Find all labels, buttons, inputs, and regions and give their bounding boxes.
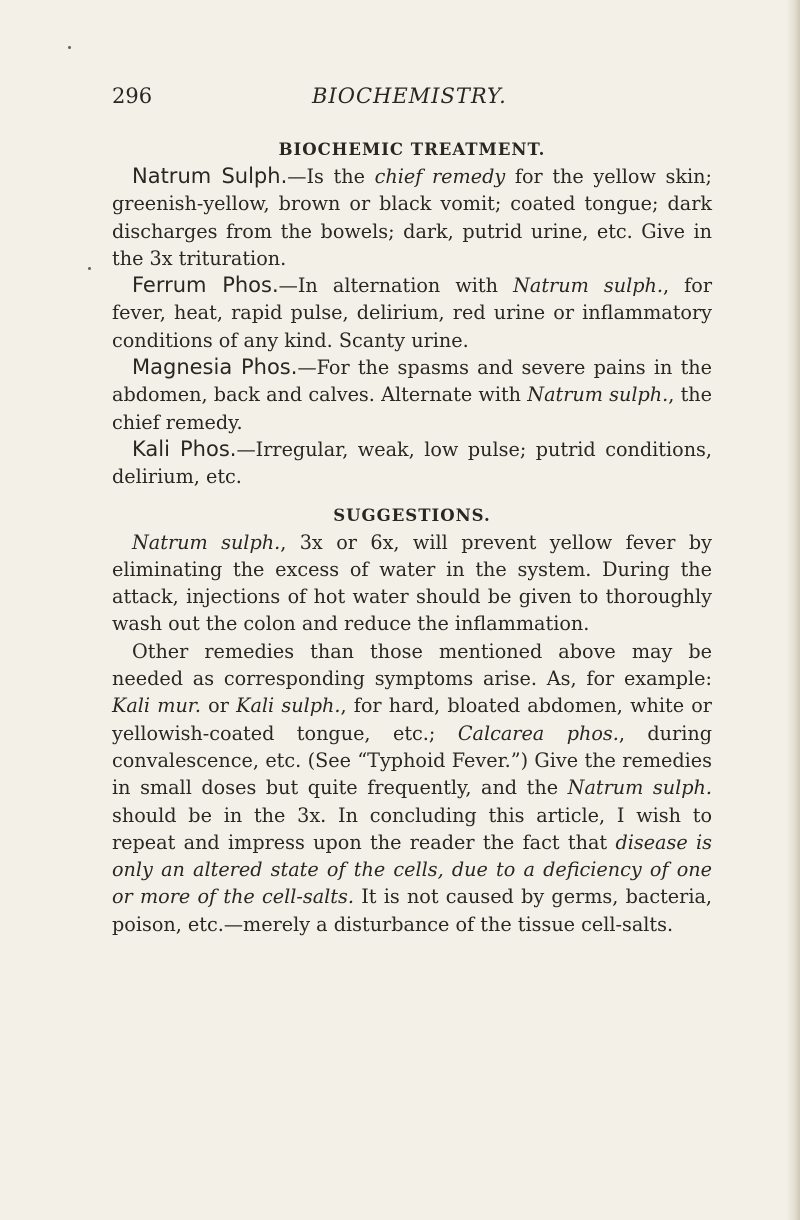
italic-text: Kali mur.: [112, 694, 201, 718]
running-title: BIOCHEMISTRY.: [312, 84, 507, 108]
body-text: , for fever, heat, rapid pulse, delirium, red urine or inflammatory conditions of any kind. Scanty urine.: [112, 274, 712, 352]
body-text: , during convalescence, etc. (See “Typhoid Fever.”) Give the remedies in small doses but quite frequently, and the: [112, 721, 712, 800]
remedy-entry: [112, 354, 712, 436]
body-text: Other remedies than those mentioned above may be needed as corresponding symptoms arise. As, for example:: [112, 639, 712, 691]
body-text: , for hard, bloated abdomen, white or yellowish-coated tongue, etc.;: [112, 694, 712, 745]
body-text: , the chief remedy.: [112, 383, 712, 434]
italic-text: Natrum sulph.: [513, 274, 663, 298]
remedy-entry: [112, 163, 712, 272]
page-header: [112, 84, 712, 114]
remedy-name: Magnesia Phos.: [132, 355, 298, 380]
italic-text: Natrum sulph.: [132, 530, 281, 554]
remedy-name: Ferrum Phos.: [132, 273, 279, 298]
body-text: —In alternation with: [278, 274, 514, 298]
italic-text: Natrum sulph.: [567, 776, 712, 800]
suggestion-paragraph: [112, 638, 712, 938]
body-text: or: [200, 694, 237, 718]
print-speck: [88, 267, 91, 270]
page-number: 296: [112, 84, 153, 108]
body-text: —Is the: [287, 165, 375, 188]
suggestion-paragraph: [112, 529, 712, 638]
page-body: [112, 136, 712, 938]
remedy-list: [112, 163, 712, 491]
body-text: —Irregular, weak, low pulse; putrid conditions, delirium, etc.: [112, 437, 712, 489]
suggestions-text: [112, 529, 712, 938]
body-text: —For the spasms and severe pains in the abdomen, back and calves. Alternate with: [112, 356, 713, 407]
italic-text: chief remedy: [374, 165, 506, 188]
remedy-name: Kali Phos.: [132, 436, 237, 461]
section-heading: SUGGESTIONS.: [333, 505, 491, 525]
print-speck: [68, 46, 71, 49]
body-text: should be in the 3x. In concluding this article, I wish to repeat and impress upon the reader the fact that: [112, 803, 712, 854]
italic-text: disease is only an altered state of the cells, due to a deficiency of one or more of the cell-salts.: [112, 830, 712, 909]
remedy-entry: [112, 272, 712, 354]
remedy-name: Natrum Sulph.: [132, 164, 288, 188]
section-heading: BIOCHEMIC TREATMENT.: [278, 140, 546, 159]
page-edge-shadow: [786, 0, 800, 1220]
italic-text: Calcarea phos.: [457, 721, 619, 745]
italic-text: Natrum sulph.: [527, 383, 669, 407]
remedy-entry: [112, 436, 712, 491]
italic-text: Kali sulph.: [236, 694, 341, 718]
body-text: for the yellow skin; greenish-yellow, brown or black vomit; coated tongue; dark discharges from the bowels; dark, putrid urine, etc. Give in the 3x trituration.: [112, 165, 712, 270]
body-text: It is not caused by germs, bacteria, poison, etc.—merely a disturbance of the tissue cell-salts.: [112, 885, 712, 936]
body-text: , 3x or 6x, will prevent yellow fever by eliminating the excess of water in the system. During the attack, injections of hot water should be given to thoroughly wash out the colon and reduce the inflammation.: [112, 530, 712, 636]
